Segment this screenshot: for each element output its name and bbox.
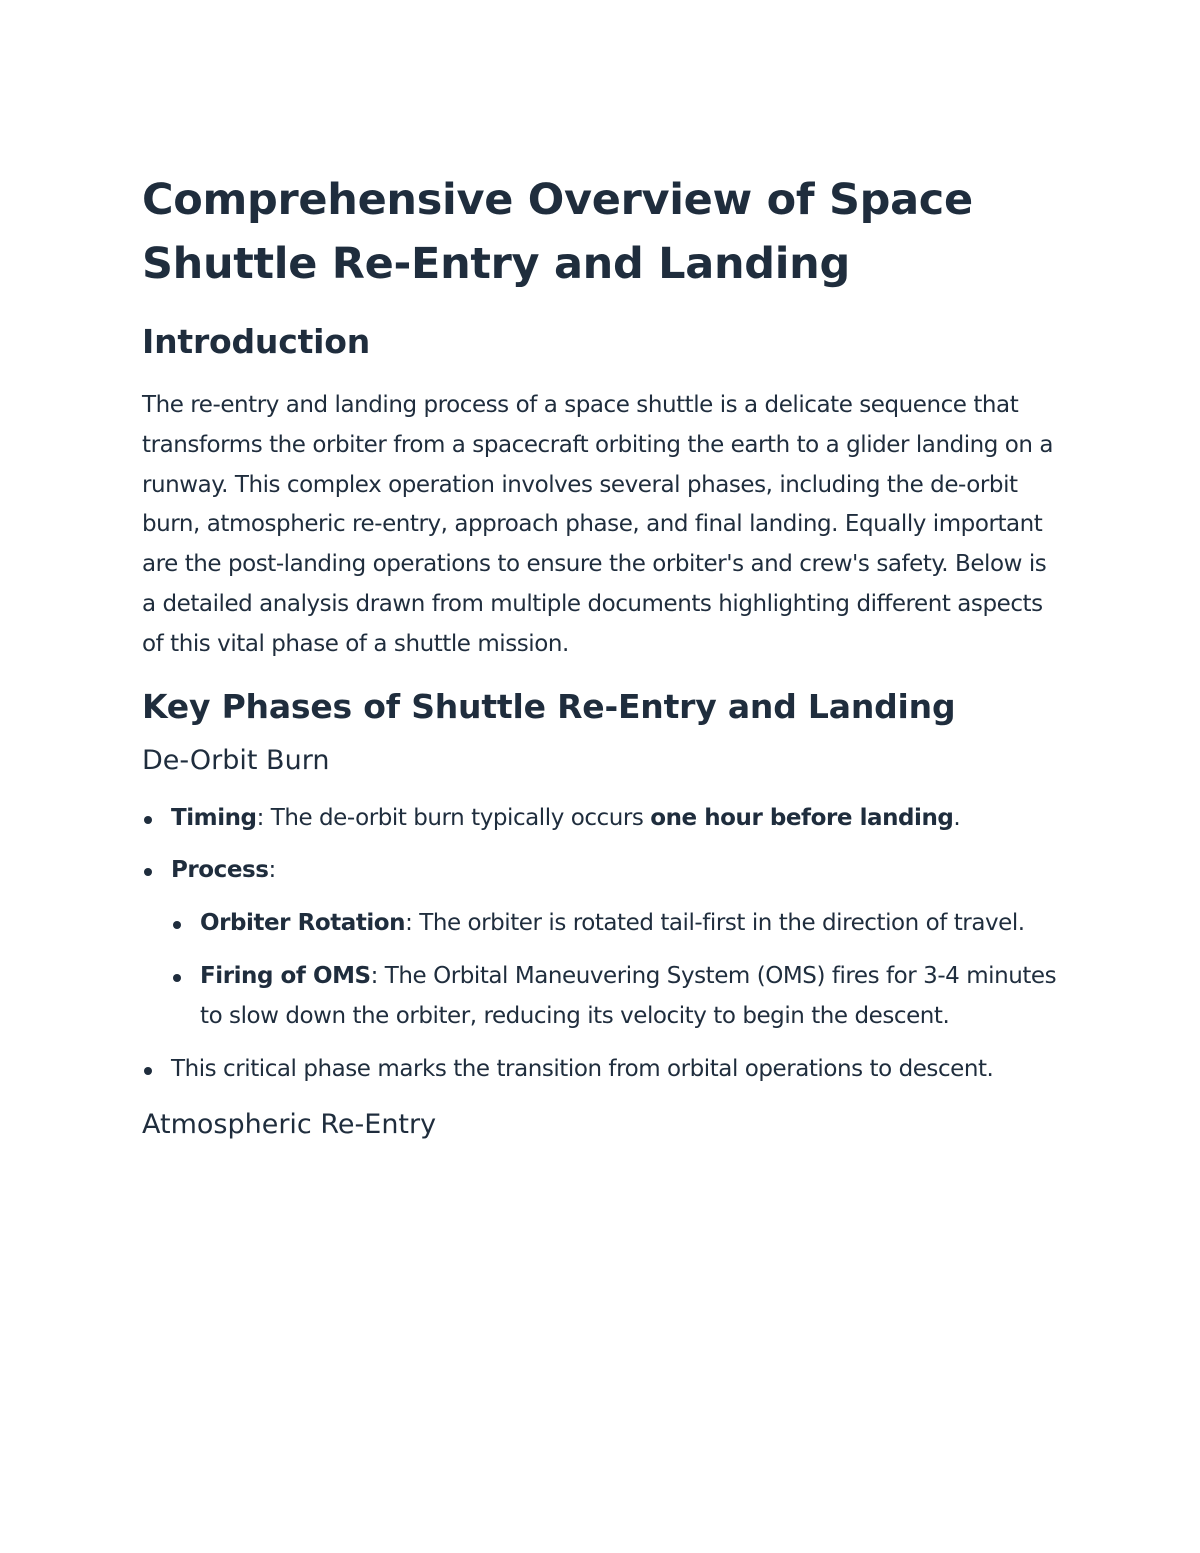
page-title: Comprehensive Overview of Space Shuttle Re-Entry and Landing (142, 175, 973, 289)
introduction-heading: Introduction (142, 322, 371, 361)
timing-label: Timing (171, 804, 257, 831)
oms-text: : The Orbital Maneuvering System (OMS) fires for 3-4 minutes to slow down the orbiter, reducing its velocity to begin the descent. (200, 962, 1057, 1029)
introduction-paragraph: The re-entry and landing process of a space shuttle is a delicate sequence that transforms the orbiter from a spacecraft orbiting the earth to a glider landing on a runway. This complex operation involves several phases, including the de-orbit burn, atmospheric re-entry, approach phase, and final landing. Equally important are the post-landing operations to ensure the orbiter's and crew's safety. Below is a detailed analysis drawn from multiple documents highlighting different aspects of this vital phase of a shuttle mission. (142, 392, 1054, 657)
deorbit-burn-heading: De-Orbit Burn (142, 744, 330, 776)
atmospheric-reentry-heading: Atmospheric Re-Entry (142, 1109, 437, 1141)
process-label: Process (171, 857, 269, 884)
timing-text: : The de-orbit burn typically occurs (256, 804, 651, 831)
sublist-item-oms (171, 957, 1062, 1037)
sublist-item-rotation (171, 904, 1062, 944)
timing-end: . (953, 804, 961, 831)
rotation-label: Orbiter Rotation (200, 910, 406, 937)
timing-bold: one hour before landing (650, 804, 954, 831)
list-item-process (142, 851, 1062, 1036)
process-colon: : (268, 857, 276, 884)
document-page (142, 168, 1062, 1143)
process-sublist (171, 904, 1062, 1036)
list-item-transition: This critical phase marks the transition from orbital operations to descent. (142, 1050, 1062, 1090)
list-item-timing (142, 799, 1062, 839)
key-phases-heading: Key Phases of Shuttle Re-Entry and Landing (142, 686, 956, 726)
oms-label: Firing of OMS (200, 962, 371, 989)
deorbit-list (142, 799, 1062, 1090)
rotation-text: : The orbiter is rotated tail-first in the direction of travel. (405, 910, 1025, 937)
